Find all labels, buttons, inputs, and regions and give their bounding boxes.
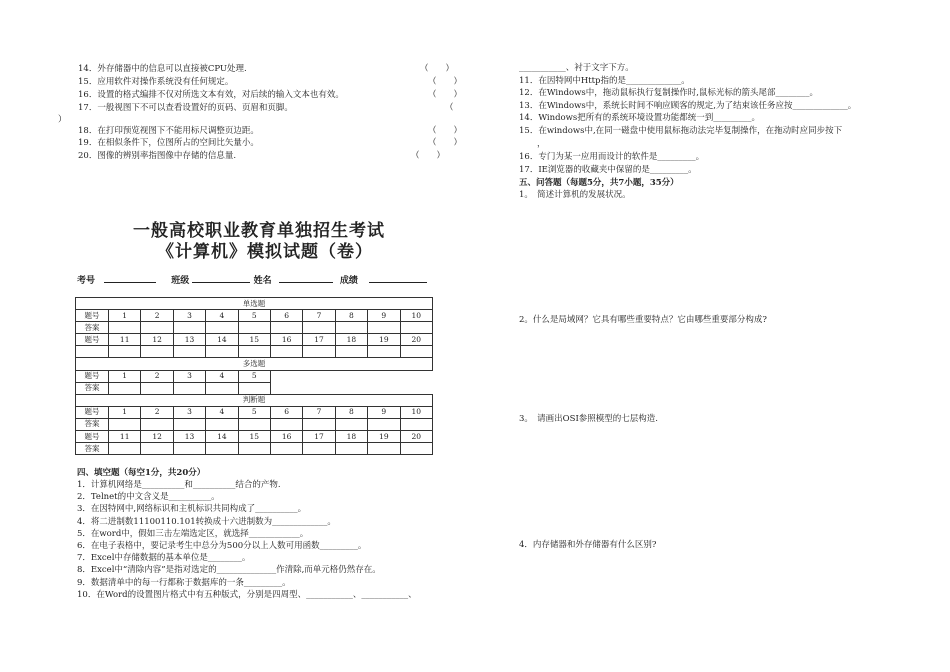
fill-question: 1．计算机网络是__________和__________结合的产物.: [77, 480, 281, 490]
daan-label: 答案: [76, 443, 109, 455]
empty-cell: [270, 370, 432, 382]
question-number: 20: [400, 334, 432, 346]
answer-cell[interactable]: [303, 322, 335, 334]
question-number: 4: [206, 370, 238, 382]
question-number: 9: [368, 310, 400, 322]
duoxuan-header: 多选题: [76, 358, 433, 370]
question-number: 5: [238, 310, 270, 322]
fill-question: 4．将二进制数11100110.101转换成十六进制数为_____________。: [77, 516, 336, 527]
fill-question: 14．Windows把所有的系统环境设置功能都统一到_________。: [519, 113, 761, 124]
fill-question: ___________、衬于文字下方。: [519, 63, 634, 73]
answer-cell[interactable]: [368, 322, 400, 334]
table-row: [76, 322, 433, 334]
answer-cell[interactable]: [238, 443, 270, 455]
tf-question-text: 20．图像的辨别率指图像中存储的信息量.: [78, 151, 237, 161]
answer-cell[interactable]: [303, 346, 335, 358]
fill-question-list: [77, 479, 417, 601]
qa-question: 3。 请画出OSI参照模型的七层构造.: [519, 414, 659, 424]
question-number: 16: [270, 431, 302, 443]
tf-question: [78, 76, 233, 88]
fill-question: 5．在word中，假如三击左端选定区，就选择____________。: [77, 528, 309, 539]
question-number: 7: [303, 310, 335, 322]
fill-question: 8．Excel中“清除内容”是指对选定的______________作清除,而单元格仍然存在。: [77, 565, 381, 576]
danxuan-header: 单选题: [76, 298, 433, 310]
answer-cell[interactable]: [238, 382, 270, 394]
answer-cell[interactable]: [400, 443, 432, 455]
xingming-blank[interactable]: [279, 273, 333, 283]
tf-question-text: 17．一般视图下不可以查看设置好的页码、页眉和页脚。: [78, 103, 293, 113]
tf-answer-paren: （ ）: [428, 126, 463, 136]
answer-cell[interactable]: [335, 346, 367, 358]
banji-label: 班级: [171, 276, 190, 286]
question-number: 1: [109, 370, 141, 382]
kaohao-blank[interactable]: [104, 273, 156, 283]
question-number: 8: [335, 406, 367, 418]
answer-cell[interactable]: [335, 322, 367, 334]
tihao-label: 题号: [76, 431, 109, 443]
panduan-header: 判断题: [76, 394, 433, 406]
answer-cell[interactable]: [141, 346, 173, 358]
answer-cell[interactable]: [206, 346, 238, 358]
answer-cell[interactable]: [303, 418, 335, 430]
question-number: 12: [141, 334, 173, 346]
answer-cell[interactable]: [238, 346, 270, 358]
tf-question-list-2: [78, 125, 463, 165]
answer-cell[interactable]: [141, 382, 173, 394]
question-number: 20: [400, 431, 432, 443]
answer-cell[interactable]: [141, 443, 173, 455]
fill-question: 3．在因特网中,网络标识和主机标识共同构成了__________。: [77, 504, 307, 515]
fill-question: 15．在windows中,在同一磁盘中使用鼠标拖动法完毕复制操作，在拖动时应同步按下: [519, 125, 843, 136]
question-number: 2: [141, 310, 173, 322]
answer-cell[interactable]: [76, 346, 109, 358]
question-number: 5: [238, 370, 270, 382]
table-row: [76, 406, 433, 418]
answer-cell[interactable]: [368, 346, 400, 358]
answer-cell[interactable]: [109, 346, 141, 358]
chengji-label: 成绩: [339, 276, 358, 286]
answer-cell[interactable]: [109, 322, 141, 334]
fill-question: 16．专门为某一应用而设计的软件是_________。: [519, 152, 705, 163]
tf-question: [78, 63, 247, 75]
answer-cell[interactable]: [270, 418, 302, 430]
answer-cell[interactable]: [368, 418, 400, 430]
tf-answer-paren: （ ）: [428, 77, 463, 87]
fill-question: 7．Excel中存储数据的基本单位是________。: [77, 553, 251, 564]
question-number: 1: [109, 310, 141, 322]
tihao-label: 题号: [76, 310, 109, 322]
empty-cell: [270, 382, 432, 394]
question-number: 10: [400, 310, 432, 322]
kaohao-label: 考号: [77, 276, 96, 286]
qa-question: 4．内存储器和外存储器有什么区别?: [519, 540, 657, 550]
fill-question: 12．在Windows中，拖动鼠标执行复制操作时,鼠标光标的箭头尾部________。: [519, 88, 818, 99]
answer-cell[interactable]: [270, 322, 302, 334]
question-number: 4: [206, 310, 238, 322]
table-row: [76, 358, 433, 370]
fill-question: 10．在Word的设置图片格式中有五种版式，分别是四周型、___________、___________、: [77, 589, 417, 600]
daan-label: 答案: [76, 418, 109, 430]
tf-question-text: 19．在相似条件下，位图所占的空间比矢量小。: [78, 138, 259, 148]
xingming-label: 姓名: [253, 276, 272, 286]
question-number: 18: [335, 431, 367, 443]
qa-question: 2。什么是局域网？它具有哪些重要特点？它由哪些重要部分构成?: [519, 315, 767, 325]
exam-subtitle: 《计算机》模拟试题（卷）: [157, 242, 373, 262]
section4-title: 四、填空题（每空1分，共20分）: [77, 468, 206, 478]
tihao-label: 题号: [76, 370, 109, 382]
table-row: [76, 443, 433, 455]
table-row: [76, 418, 433, 430]
question-number: 6: [270, 406, 302, 418]
answer-cell[interactable]: [206, 443, 238, 455]
question-number: 3: [173, 310, 205, 322]
table-row: [76, 382, 433, 394]
answer-cell[interactable]: [238, 418, 270, 430]
tf-question: [78, 89, 344, 101]
question-number: 11: [109, 431, 141, 443]
table-row: [76, 346, 433, 358]
tf-answer-paren: （ ）: [428, 138, 463, 148]
question-number: 17: [303, 431, 335, 443]
fill-question: 2．Telnet的中文含义是__________。: [77, 492, 220, 503]
question-number: 5: [238, 406, 270, 418]
fill-question: 11．在因特网中Http指的是_____________。: [519, 75, 690, 86]
section5-title: 五、问答题（每题5分，共7小题，35分）: [519, 178, 679, 188]
daan-label: 答案: [76, 322, 109, 334]
answer-cell[interactable]: [206, 418, 238, 430]
table-row: [76, 298, 433, 310]
tf-answer-paren-close: ）: [58, 115, 67, 125]
tf-question-text: 14．外存储器中的信息可以直接被CPU处理.: [78, 64, 247, 74]
question-number: 1: [109, 406, 141, 418]
question-number: 7: [303, 406, 335, 418]
question-number: 8: [335, 310, 367, 322]
answer-cell[interactable]: [238, 322, 270, 334]
question-number: 14: [206, 431, 238, 443]
fill-question-cont: ，: [537, 138, 546, 149]
question-number: 2: [141, 370, 173, 382]
answer-cell[interactable]: [368, 443, 400, 455]
table-row: [76, 431, 433, 443]
tf-answer-paren: （ ）: [411, 151, 446, 161]
question-number: 19: [368, 334, 400, 346]
tf-question-text: 15．应用软件对操作系统没有任何规定。: [78, 77, 234, 87]
tf-question: [78, 137, 259, 149]
table-row: [76, 370, 433, 382]
answer-cell[interactable]: [173, 346, 205, 358]
answer-cell[interactable]: [109, 418, 141, 430]
tf-answer-paren: （ ）: [428, 90, 463, 100]
tf-question: [78, 125, 259, 137]
banji-blank[interactable]: [192, 273, 250, 283]
question-number: 10: [400, 406, 432, 418]
question-number: 3: [173, 370, 205, 382]
question-number: 18: [335, 334, 367, 346]
answer-cell[interactable]: [173, 322, 205, 334]
answer-cell[interactable]: [141, 322, 173, 334]
question-number: 11: [109, 334, 141, 346]
answer-cell[interactable]: [173, 382, 205, 394]
answer-cell[interactable]: [173, 418, 205, 430]
question-number: 15: [238, 334, 270, 346]
answer-cell[interactable]: [400, 322, 432, 334]
answer-cell[interactable]: [270, 346, 302, 358]
answer-cell[interactable]: [141, 418, 173, 430]
answer-cell[interactable]: [335, 418, 367, 430]
tf-question-text: 16．设置的格式编排不仅对所选文本有效，对后续的输入文本也有效。: [78, 90, 344, 100]
question-number: 15: [238, 431, 270, 443]
answer-cell[interactable]: [206, 382, 238, 394]
answer-cell[interactable]: [109, 443, 141, 455]
question-number: 13: [173, 334, 205, 346]
tihao-label: 题号: [76, 334, 109, 346]
table-row: [76, 310, 433, 322]
answer-cell[interactable]: [303, 443, 335, 455]
chengji-blank[interactable]: [369, 273, 427, 283]
fill-question: 6．在电子表格中，要记录考生中总分为500分以上人数可用函数_________。: [77, 541, 367, 552]
question-number: 9: [368, 406, 400, 418]
tf-question: [78, 102, 293, 114]
table-row: [76, 394, 433, 406]
table-row: [76, 334, 433, 346]
answer-sheet-table: [75, 297, 433, 455]
question-number: 3: [173, 406, 205, 418]
answer-cell[interactable]: [173, 443, 205, 455]
answer-cell[interactable]: [206, 322, 238, 334]
question-number: 19: [368, 431, 400, 443]
right-fill-list: [519, 62, 856, 176]
question-number: 16: [270, 334, 302, 346]
answer-cell[interactable]: [400, 346, 432, 358]
tf-question-text: 18．在打印预览视图下不能用标尺调整页边距。: [78, 126, 259, 136]
answer-cell[interactable]: [109, 382, 141, 394]
tf-question: [78, 150, 236, 162]
daan-label: 答案: [76, 382, 109, 394]
question-number: 13: [173, 431, 205, 443]
candidate-info-line: [77, 273, 427, 286]
fill-question: 13．在Windows中，系统长时间不响应顾客的规定,为了结束该任务应按_____________。: [519, 100, 857, 111]
fill-question: 17．IE浏览器的收藏夹中保留的是_________。: [519, 164, 697, 175]
fill-question: 9．数据清单中的每一行都称于数据库的一条_________。: [77, 577, 291, 588]
question-number: 17: [303, 334, 335, 346]
answer-cell[interactable]: [270, 443, 302, 455]
answer-cell[interactable]: [400, 418, 432, 430]
question-number: 6: [270, 310, 302, 322]
tihao-label: 题号: [76, 406, 109, 418]
exam-title: 一般高校职业教育单独招生考试: [133, 221, 385, 241]
tf-answer-paren: （ ）: [420, 64, 455, 74]
answer-cell[interactable]: [335, 443, 367, 455]
question-number: 2: [141, 406, 173, 418]
tf-answer-paren: （: [445, 103, 454, 113]
question-number: 12: [141, 431, 173, 443]
qa-question: 1。 简述计算机的发展状况。: [519, 190, 631, 200]
question-number: 14: [206, 334, 238, 346]
question-number: 4: [206, 406, 238, 418]
